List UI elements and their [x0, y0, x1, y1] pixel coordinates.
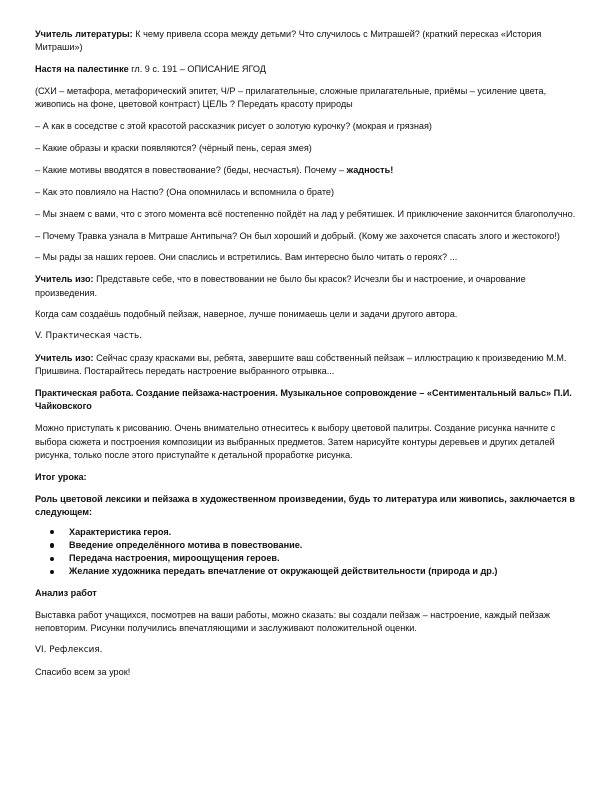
paragraph-literature-teacher: [35, 28, 580, 54]
list-item: Характеристика героя.: [69, 526, 580, 539]
question-7: – Мы рады за наших героев. Они спаслись и встретились. Вам интересно было читать о героях? ...: [35, 252, 458, 263]
speaker-label: Учитель литературы:: [35, 29, 133, 39]
answer-emphasis: жадность!: [346, 164, 394, 175]
question-3: [35, 164, 580, 177]
analysis-title: Анализ работ: [35, 588, 97, 599]
question-6: – Почему Травка узнала в Митраше Антипыча? Он был хороший и добрый. (Кому же захочется спасать злого и жестокого!): [35, 230, 560, 241]
heading-inline: Настя на палестинке: [35, 64, 129, 75]
list-item: Введение определённого мотива в повествование.: [69, 539, 580, 552]
analysis-text: Выставка работ учащихся, посмотрев на ваши работы, можно сказать: вы создали пейзаж – настроение, каждый пейзаж неповторим. Рисунки получились впечатляющими и заслуживают положительной оценки.: [35, 610, 550, 634]
speaker-label: Учитель изо:: [35, 353, 94, 364]
paragraph-text: Представьте себе, что в повествовании не было бы красок? Исчезли бы и настроение, и очарование произведения.: [35, 274, 526, 298]
document-page: [35, 28, 580, 688]
question-1: – А как в соседстве с этой красотой рассказчик рисует о золотую курочку? (мокрая и грязная): [35, 121, 432, 132]
list-item: Желание художника передать впечатление от окружающей действительности (природа и др.): [69, 565, 580, 578]
paragraph-devices: (СХИ – метафора, метафорический эпитет, Ч/Р – прилагательные, сложные прилагательные, приёмы – усиление цвета, живопись на фоне, цветовой контраст) ЦЕЛЬ ? Передать красоту природы: [35, 85, 547, 110]
paragraph-landscape-note: Когда сам создаёшь подобный пейзаж, наверное, лучше понимаешь цели и задачи другого автора.: [35, 309, 458, 320]
paragraph-text: К чему привела ссора между детьми? Что случилось с Митрашей? (краткий пересказ «История Митраши»): [35, 29, 542, 53]
section-heading-practical: V. Практическая часть.: [35, 331, 142, 342]
summary-lead: Роль цветовой лексики и пейзажа в художественном произведении, будь то литература или живопись, заключается в следующем:: [35, 493, 575, 517]
question-4: – Как это повлияло на Настю? (Она опомнилась и вспомнила о брате): [35, 186, 335, 197]
paragraph-text: Сейчас сразу красками вы, ребята, завершите ваш собственный пейзаж – иллюстрацию к произведению М.М. Пришвина. Постарайтесь передать настроение выбранного отрывка...: [35, 353, 567, 377]
paragraph-nastya: [35, 63, 580, 76]
paragraph-art-teacher-2: [35, 352, 580, 378]
summary-title: Итог урока:: [35, 471, 87, 482]
summary-list: [35, 526, 580, 579]
paragraph-instructions: Можно приступать к рисованию. Очень внимательно отнеситесь к выбору цветовой палитры. Создание рисунка начните с выбора сюжета и построения композиции из выбранных предметов. Затем нарисуйте контуры деревьев и других деталей рисунка, только после этого приступайте к детальной проработке рисунка.: [35, 423, 556, 460]
question-5: – Мы знаем с вами, что с этого момента всё постепенно пойдёт на лад у ребятишек. И приключение закончится благополучно.: [35, 208, 576, 219]
closing-thanks: Спасибо всем за урок!: [35, 667, 131, 678]
paragraph-art-teacher-1: [35, 273, 580, 299]
practical-work-title: Практическая работа. Создание пейзажа-настроения. Музыкальное сопровождение – «Сентиментальный вальс» П.И. Чайковского: [35, 388, 572, 412]
paragraph-text: гл. 9 с. 191 – ОПИСАНИЕ ЯГОД: [128, 64, 266, 75]
question-2: – Какие образы и краски появляются? (чёрный пень, серая змея): [35, 142, 312, 153]
speaker-label: Учитель изо:: [35, 274, 94, 285]
question-text: – Какие мотивы вводятся в повествование? (беды, несчастья). Почему –: [35, 164, 347, 175]
section-heading-reflection: VI. Рефлексия.: [35, 645, 103, 656]
list-item: Передача настроения, мироощущения героев.: [69, 552, 580, 565]
